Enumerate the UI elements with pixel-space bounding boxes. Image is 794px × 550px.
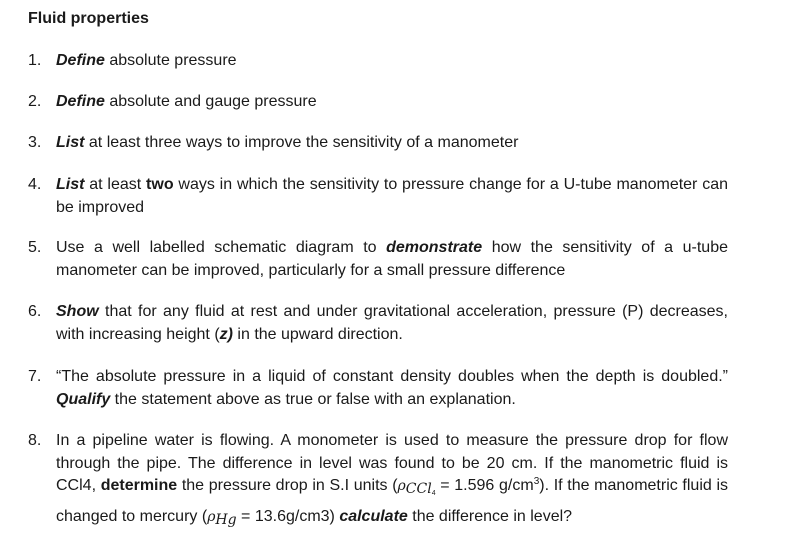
question-text: Use a well labelled schematic diagram to — [56, 239, 387, 256]
question-text: absolute and gauge pressure — [104, 93, 317, 110]
instruction-verb: Qualify — [56, 390, 111, 408]
question-number: 4. — [28, 176, 42, 193]
rho-symbol: ρ — [397, 478, 406, 494]
question-number: 1. — [28, 52, 42, 69]
instruction-verb: Show — [56, 303, 99, 320]
subscript-hg: Hg — [215, 511, 237, 528]
instruction-verb: Define — [56, 52, 105, 69]
instruction-verb: calculate — [339, 507, 408, 525]
subscript-4: 4 — [431, 490, 436, 497]
question-6 — [28, 301, 728, 346]
question-8 — [28, 430, 728, 531]
question-1 — [28, 50, 728, 73]
question-text: in the upward direction. — [232, 325, 403, 343]
question-text: how the sensitivity of a u-tube manometer can be improved, particularly for a small pressure difference — [56, 239, 729, 279]
instruction-verb: demonstrate — [386, 239, 483, 256]
superscript-3: 3 — [533, 476, 540, 487]
question-text: “The absolute pressure in a liquid of constant density doubles when the depth is doubled.” — [56, 368, 728, 385]
question-text: = 13.6g/cm3) — [236, 507, 340, 525]
instruction-verb: List — [56, 134, 85, 151]
question-text: absolute pressure — [104, 52, 237, 69]
question-text: at least — [84, 176, 147, 193]
question-text: the difference in level? — [407, 507, 573, 525]
question-text: ways in which the sensitivity to pressure change for a U-tube manometer can be improved — [56, 176, 728, 216]
emphasis-text: two — [146, 176, 174, 193]
question-number: 2. — [28, 93, 42, 110]
question-text: = 1.596 g/cm — [435, 477, 534, 494]
subscript-ccl: CCl — [405, 481, 432, 497]
question-number: 6. — [28, 303, 42, 320]
question-number: 7. — [28, 368, 42, 385]
question-text: the statement above as true or false with an explanation. — [110, 390, 516, 408]
instruction-verb: determine — [100, 477, 178, 494]
question-4 — [28, 174, 728, 219]
question-text: In a pipeline water is flowing. A monometer is used to measure the pressure drop for flow through the pipe. The difference in level was found to be 20 cm. If the manometric fluid is CCl4, — [56, 432, 728, 494]
question-text: that for any fluid at rest and under gravitational acceleration, pressure (P) decreases, with increasing height ( — [56, 303, 728, 343]
question-text: ). If the manometric fluid is changed to mercury ( — [56, 477, 729, 525]
rho-symbol: ρ — [207, 508, 216, 525]
instruction-verb: List — [56, 176, 85, 193]
question-text: the pressure drop in S.I units ( — [177, 477, 398, 494]
question-text: at least three ways to improve the sensitivity of a manometer — [84, 134, 519, 151]
question-7 — [28, 366, 728, 411]
question-number: 8. — [28, 432, 42, 449]
question-3 — [28, 132, 728, 155]
instruction-verb: Define — [56, 93, 105, 110]
question-number: 5. — [28, 239, 42, 256]
question-2 — [28, 91, 728, 114]
variable-z: z) — [219, 325, 233, 343]
section-heading: Fluid properties — [28, 10, 149, 27]
question-number: 3. — [28, 134, 42, 151]
question-5 — [28, 237, 728, 282]
